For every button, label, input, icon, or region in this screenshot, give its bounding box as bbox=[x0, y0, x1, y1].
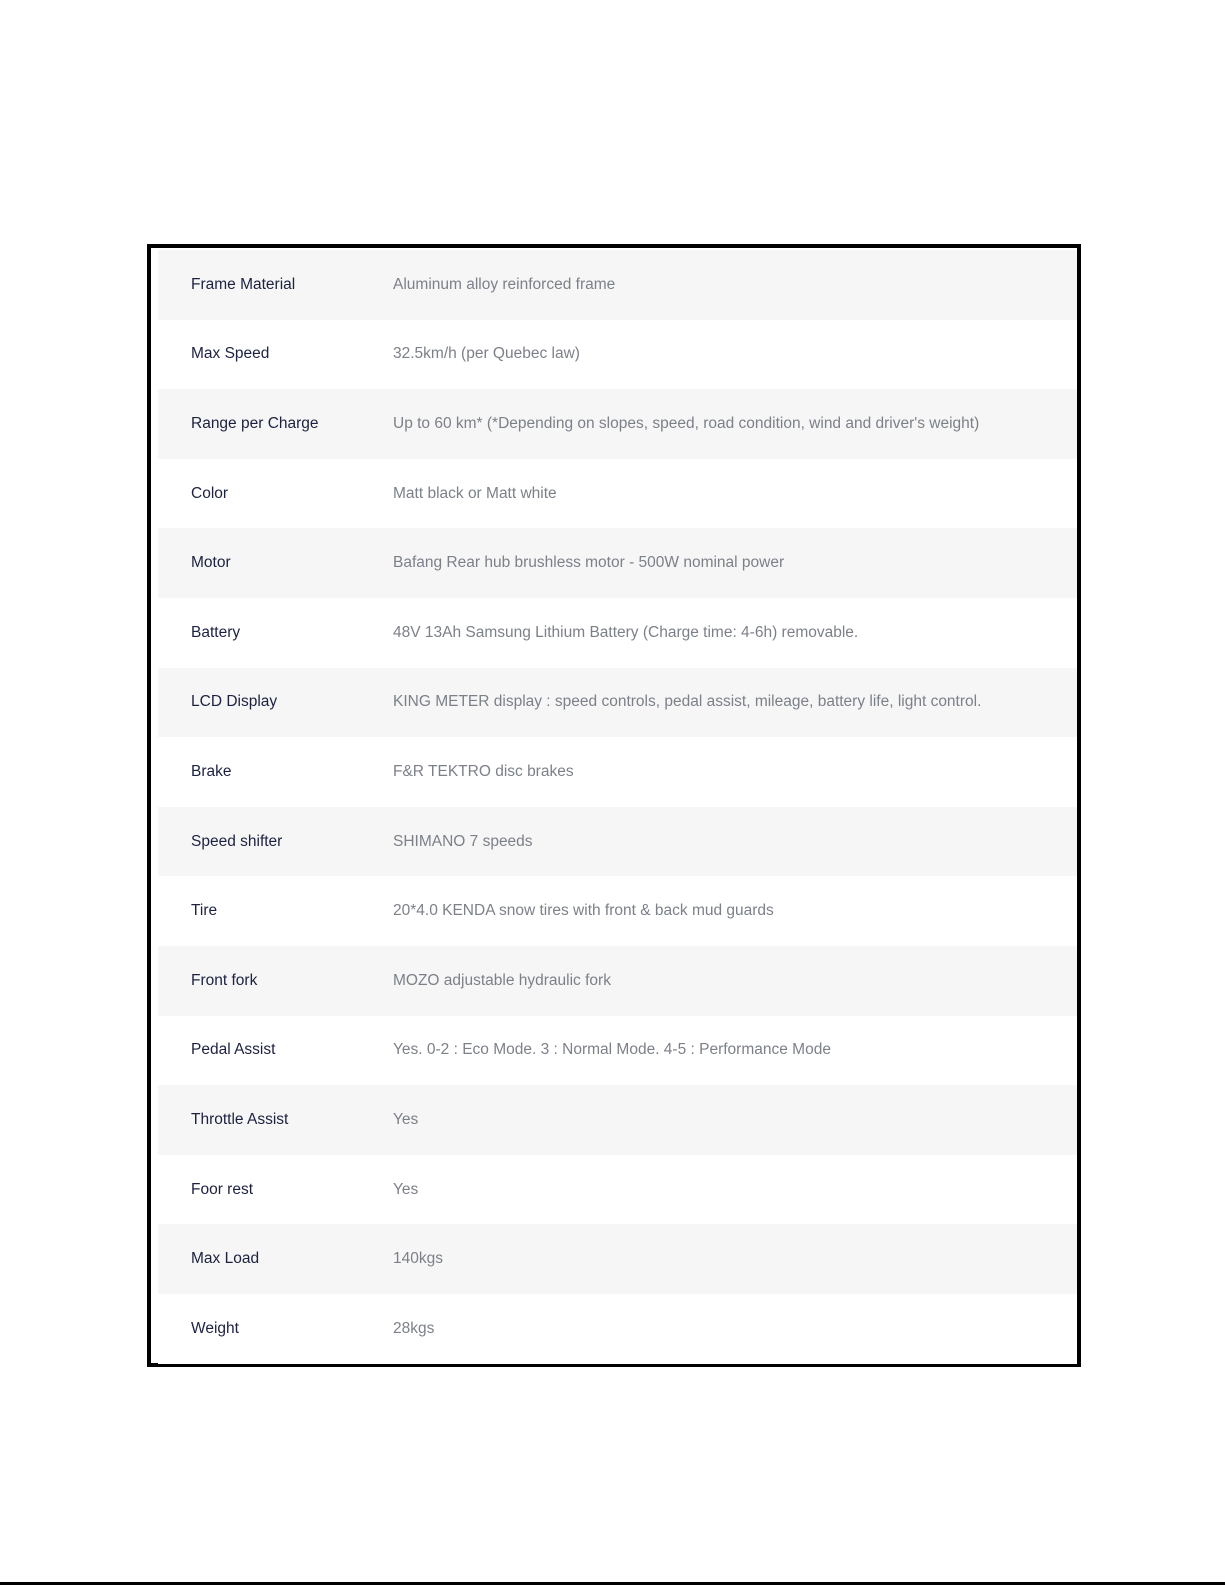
spec-row-battery bbox=[158, 598, 1077, 668]
spec-row-foot-rest bbox=[158, 1155, 1077, 1225]
spec-row-speed-shifter bbox=[158, 807, 1077, 877]
spec-row-lcd-display bbox=[158, 668, 1077, 738]
spec-label: Weight bbox=[191, 1319, 239, 1337]
spec-table-frame bbox=[147, 244, 1081, 1367]
spec-label: Battery bbox=[191, 623, 241, 641]
spec-value: 28kgs bbox=[393, 1319, 435, 1337]
spec-row-max-speed bbox=[158, 320, 1077, 390]
spec-value: Up to 60 km* (*Depending on slopes, speed, road condition, wind and driver's weight) bbox=[393, 414, 980, 432]
spec-label: LCD Display bbox=[191, 693, 278, 711]
spec-value: F&R TEKTRO disc brakes bbox=[393, 762, 574, 780]
spec-label: Foor rest bbox=[191, 1180, 254, 1198]
spec-row-max-load bbox=[158, 1224, 1077, 1294]
spec-label: Pedal Assist bbox=[191, 1041, 276, 1059]
spec-row-pedal-assist bbox=[158, 1016, 1077, 1086]
spec-label: Max Load bbox=[191, 1250, 260, 1268]
spec-row-range-per-charge bbox=[158, 389, 1077, 459]
spec-label: Frame Material bbox=[191, 275, 296, 293]
spec-label: Range per Charge bbox=[191, 414, 319, 432]
spec-label: Tire bbox=[191, 902, 218, 920]
spec-label: Color bbox=[191, 484, 229, 502]
spec-label: Speed shifter bbox=[191, 832, 283, 850]
spec-row-tire bbox=[158, 876, 1077, 946]
spec-label: Throttle Assist bbox=[191, 1110, 289, 1128]
spec-value: Bafang Rear hub brushless motor - 500W nominal power bbox=[393, 554, 785, 572]
spec-label: Max Speed bbox=[191, 345, 270, 363]
spec-row-front-fork bbox=[158, 946, 1077, 1016]
spec-value: 48V 13Ah Samsung Lithium Battery (Charge time: 4-6h) removable. bbox=[393, 623, 859, 641]
spec-row-throttle-assist bbox=[158, 1085, 1077, 1155]
spec-table bbox=[158, 250, 1077, 1364]
spec-value: Yes bbox=[393, 1110, 419, 1128]
spec-value: KING METER display : speed controls, pedal assist, mileage, battery life, light control. bbox=[393, 693, 982, 711]
spec-value: Yes bbox=[393, 1180, 419, 1198]
spec-row-brake bbox=[158, 737, 1077, 807]
spec-value: Aluminum alloy reinforced frame bbox=[393, 275, 616, 293]
spec-value: 32.5km/h (per Quebec law) bbox=[393, 345, 580, 363]
spec-value: 140kgs bbox=[393, 1250, 443, 1268]
spec-value: 20*4.0 KENDA snow tires with front & back mud guards bbox=[393, 902, 774, 920]
spec-label: Front fork bbox=[191, 971, 258, 989]
spec-value: Matt black or Matt white bbox=[393, 484, 557, 502]
spec-row-frame-material bbox=[158, 250, 1077, 320]
spec-label: Motor bbox=[191, 554, 231, 572]
spec-row-weight bbox=[158, 1294, 1077, 1364]
spec-value: MOZO adjustable hydraulic fork bbox=[393, 971, 611, 989]
spec-row-motor bbox=[158, 528, 1077, 598]
spec-value: Yes. 0-2 : Eco Mode. 3 : Normal Mode. 4-5 : Performance Mode bbox=[393, 1041, 831, 1059]
spec-value: SHIMANO 7 speeds bbox=[393, 832, 533, 850]
spec-label: Brake bbox=[191, 762, 232, 780]
spec-row-color bbox=[158, 459, 1077, 529]
